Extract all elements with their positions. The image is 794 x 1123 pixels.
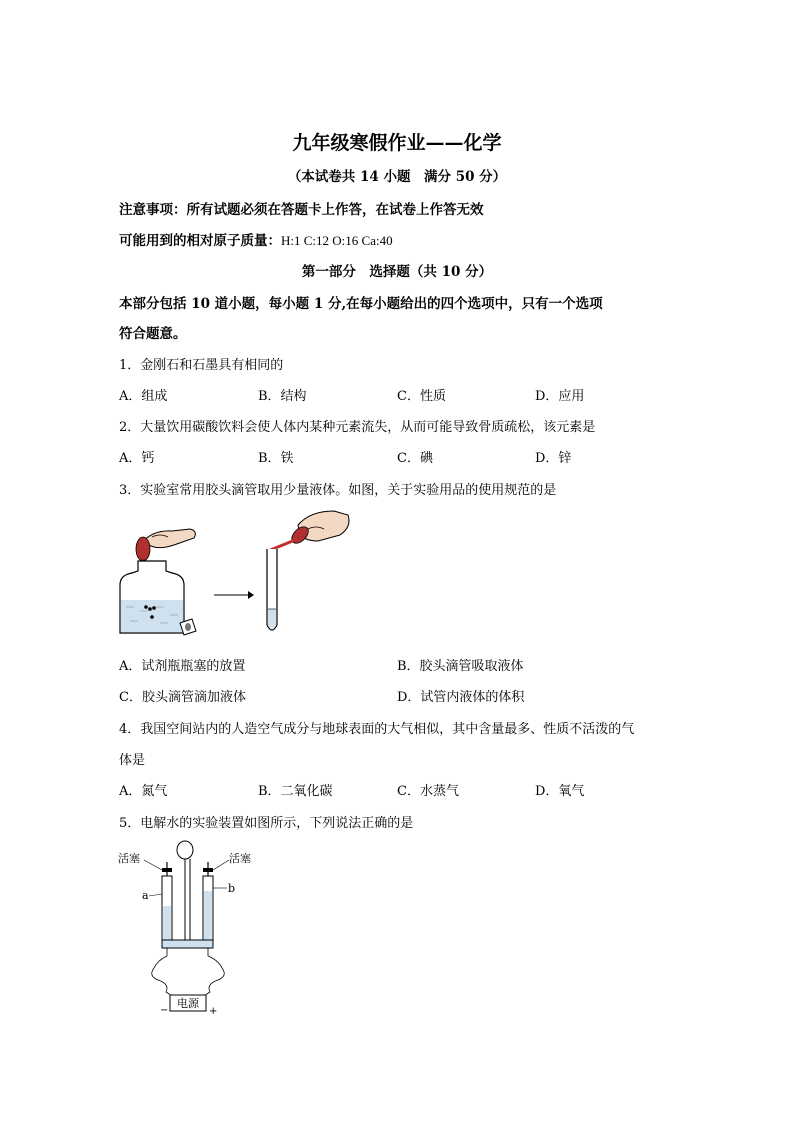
plus-sign: + <box>209 1006 218 1017</box>
part1-instructions-line2: 符合题意。 <box>119 326 187 342</box>
q4-option-d: D．氧气 <box>535 784 585 799</box>
atomic-mass-line <box>119 229 393 249</box>
page-title: 九年级寒假作业——化学 <box>292 132 502 154</box>
atomic-mass-label: 可能用到的相对原子质量： <box>119 233 281 249</box>
q3-option-b: B．胶头滴管吸取液体 <box>397 659 524 674</box>
q3-option-a: A．试剂瓶瓶塞的放置 <box>119 659 246 674</box>
q1-option-d: D．应用 <box>535 389 585 404</box>
q1-option-a: A．组成 <box>119 389 168 404</box>
minus-sign: − <box>160 1005 169 1016</box>
electrolysis-figure <box>118 836 268 1018</box>
tube-b-label: b <box>228 882 236 895</box>
q2-option-a: A．钙 <box>119 451 155 466</box>
part1-heading: 第一部分 选择题（共 10 分） <box>301 264 493 280</box>
q4-option-a: A．氮气 <box>119 784 168 799</box>
q4-option-b: B．二氧化碳 <box>258 784 333 799</box>
left-stopcock-label: 活塞 <box>118 852 140 865</box>
question-4-stem-line1: 4．我国空间站内的人造空气成分与地球表面的大气相似，其中含量最多、性质不活泼的气 <box>119 722 635 737</box>
q3-option-d: D．试管内液体的体积 <box>397 690 525 705</box>
atomic-mass-values: H:1 C:12 O:16 Ca:40 <box>281 233 393 248</box>
question-1-stem: 1．金刚石和石墨具有相同的 <box>119 358 284 373</box>
power-label: 电源 <box>177 997 199 1010</box>
notice-text: 注意事项：所有试题必须在答题卡上作答，在试卷上作答无效 <box>119 202 484 218</box>
q1-option-c: C．性质 <box>397 389 446 404</box>
q2-option-c: C．碘 <box>397 451 433 466</box>
question-3-stem: 3．实验室常用胶头滴管取用少量液体。如图，关于实验用品的使用规范的是 <box>119 483 557 498</box>
q4-option-c: C．水蒸气 <box>397 784 459 799</box>
right-stopcock-label: 活塞 <box>229 852 251 865</box>
question-2-stem: 2．大量饮用碳酸饮料会使人体内某种元素流失，从而可能导致骨质疏松，该元素是 <box>119 420 596 435</box>
part1-instructions-line1: 本部分包括 10 道小题，每小题 1 分,在每小题给出的四个选项中，只有一个选项 <box>119 296 603 312</box>
q2-option-d: D．锌 <box>535 451 572 466</box>
question-5-stem: 5．电解水的实验装置如图所示，下列说法正确的是 <box>119 816 414 831</box>
page-subtitle: （本试卷共 14 小题 满分 50 分） <box>287 169 507 185</box>
question-4-stem-line2: 体是 <box>119 753 146 768</box>
tube-a-label: a <box>142 889 149 902</box>
q1-option-b: B．结构 <box>258 389 307 404</box>
q3-option-c: C．胶头滴管滴加液体 <box>119 690 246 705</box>
q2-option-b: B．铁 <box>258 451 294 466</box>
dropper-figure <box>112 505 362 640</box>
